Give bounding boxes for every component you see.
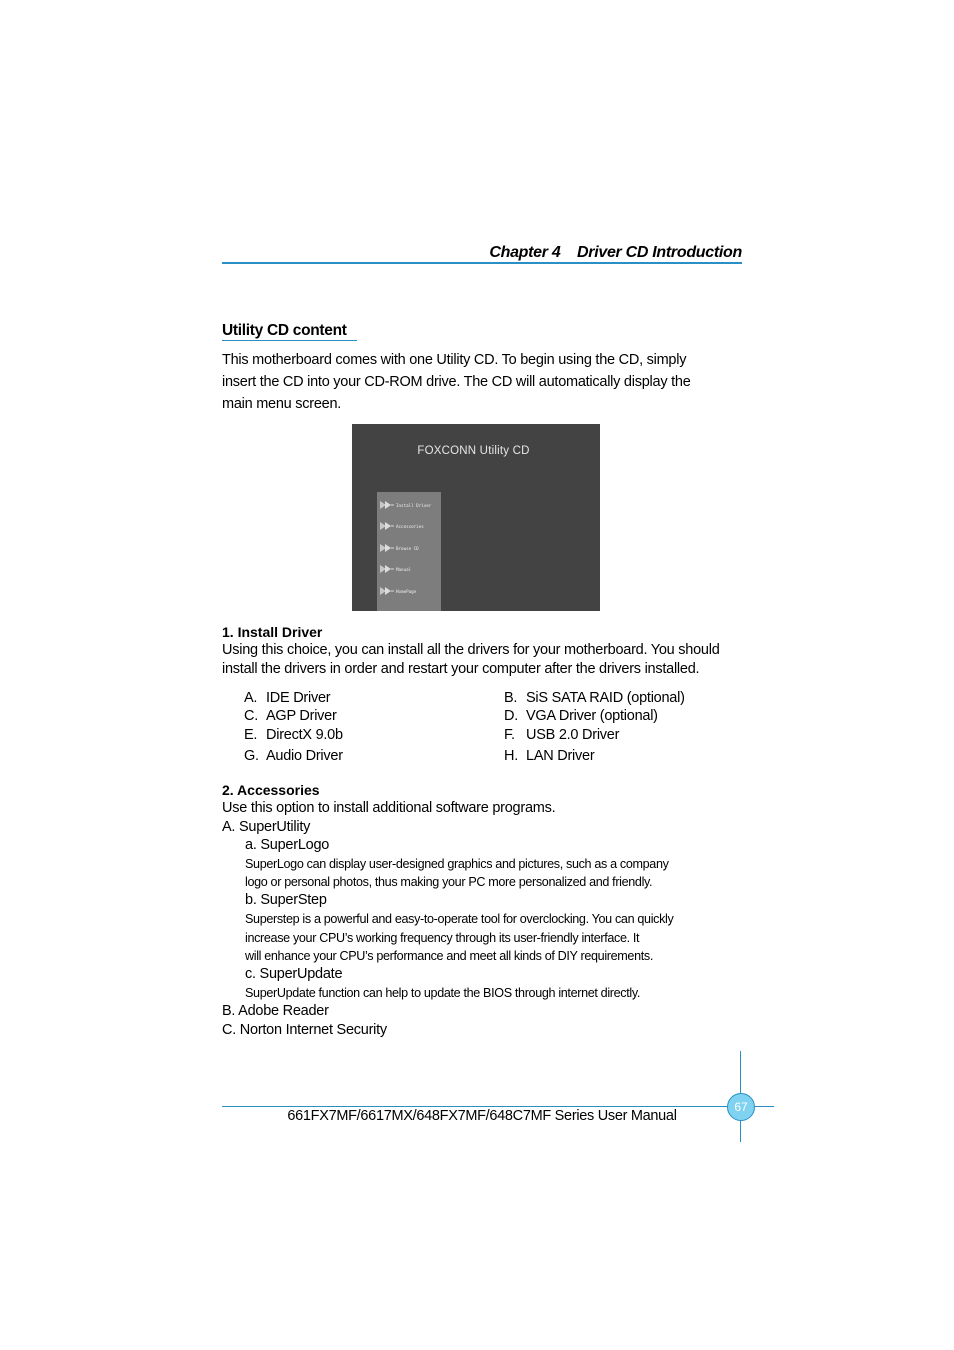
super-utility-item: A. SuperUtility <box>222 819 311 835</box>
install-driver-heading: 1. Install Driver <box>222 624 323 640</box>
driver-letter: D. <box>504 708 518 724</box>
cd-menu-label: Manual <box>396 566 412 572</box>
driver-name: IDE Driver <box>266 690 331 706</box>
cd-menu-item-browse-cd[interactable] <box>380 541 419 555</box>
driver-item <box>244 727 343 743</box>
norton-item: C. Norton Internet Security <box>222 1022 387 1038</box>
driver-letter: H. <box>504 748 518 764</box>
superupdate-title: c. SuperUpdate <box>245 966 343 982</box>
intro-line: main menu screen. <box>222 396 342 412</box>
driver-letter: E. <box>244 727 258 743</box>
double-arrow-icon <box>380 521 394 531</box>
intro-line: insert the CD into your CD-ROM drive. The CD will automatically display the <box>222 374 691 390</box>
superstep-line: Superstep is a powerful and easy-to-operate tool for overclocking. You can quickly <box>245 912 674 926</box>
accessories-intro: Use this option to install additional software programs. <box>222 800 556 816</box>
utility-cd-screenshot <box>352 424 600 611</box>
section-title-underline <box>222 340 357 341</box>
driver-item <box>244 690 330 706</box>
header-rule <box>222 262 742 264</box>
cd-screen-title: FOXCONN Utility CD <box>417 445 530 457</box>
install-driver-line: install the drivers in order and restart your computer after the drivers installed. <box>222 661 700 677</box>
driver-item <box>504 708 658 724</box>
driver-item <box>504 748 594 764</box>
accessories-heading: 2. Accessories <box>222 782 320 798</box>
driver-name: LAN Driver <box>526 748 595 764</box>
driver-item <box>244 708 337 724</box>
cd-menu-panel <box>377 492 441 611</box>
driver-letter: C. <box>244 708 258 724</box>
cd-menu-label: Accessories <box>396 523 424 529</box>
double-arrow-icon <box>380 500 394 510</box>
double-arrow-icon <box>380 564 394 574</box>
install-driver-line: Using this choice, you can install all the drivers for your motherboard. You should <box>222 642 720 658</box>
intro-paragraph <box>222 349 747 415</box>
cd-menu-item-homepage[interactable] <box>380 584 416 598</box>
superlogo-line: logo or personal photos, thus making your PC more personalized and friendly. <box>245 875 653 889</box>
cd-menu-item-install-driver[interactable] <box>380 498 431 512</box>
cd-menu-item-manual[interactable] <box>380 562 411 576</box>
superupdate-line: SuperUpdate function can help to update the BIOS through internet directly. <box>245 986 640 1000</box>
driver-name: USB 2.0 Driver <box>526 727 620 743</box>
page-number-badge: 67 <box>727 1093 755 1121</box>
install-driver-paragraph <box>222 641 747 679</box>
intro-line: This motherboard comes with one Utility CD. To begin using the CD, simply <box>222 352 687 368</box>
driver-name: AGP Driver <box>266 708 337 724</box>
chapter-header: Chapter 4 Driver CD Introduction <box>489 244 742 261</box>
cd-menu-item-accessories[interactable] <box>380 519 424 533</box>
driver-letter: F. <box>504 727 515 743</box>
manual-title: 661FX7MF/6617MX/648FX7MF/648C7MF Series User Manual <box>287 1108 677 1124</box>
driver-item <box>504 690 685 706</box>
driver-item <box>244 748 343 764</box>
driver-item <box>504 727 619 743</box>
superlogo-line: SuperLogo can display user-designed graphics and pictures, such as a company <box>245 857 669 871</box>
cd-menu-label: HomePage <box>396 588 417 594</box>
driver-letter: G. <box>244 748 259 764</box>
adobe-reader-item: B. Adobe Reader <box>222 1003 329 1019</box>
double-arrow-icon <box>380 543 394 553</box>
cd-menu-label: Install Driver <box>396 502 432 508</box>
footer-rule <box>222 1106 774 1107</box>
cd-menu-label: Browse CD <box>396 545 419 551</box>
section-title: Utility CD content <box>222 322 347 339</box>
driver-letter: B. <box>504 690 518 706</box>
driver-name: DirectX 9.0b <box>266 727 343 743</box>
superstep-title: b. SuperStep <box>245 892 327 908</box>
driver-letter: A. <box>244 690 258 706</box>
superstep-line: will enhance your CPU’s performance and meet all kinds of DIY requirements. <box>245 949 653 963</box>
superstep-line: increase your CPU’s working frequency through its user-friendly interface. It <box>245 931 640 945</box>
double-arrow-icon <box>380 586 394 596</box>
driver-name: SiS SATA RAID (optional) <box>526 690 685 706</box>
driver-name: VGA Driver (optional) <box>526 708 658 724</box>
driver-name: Audio Driver <box>266 748 343 764</box>
superlogo-title: a. SuperLogo <box>245 837 330 853</box>
